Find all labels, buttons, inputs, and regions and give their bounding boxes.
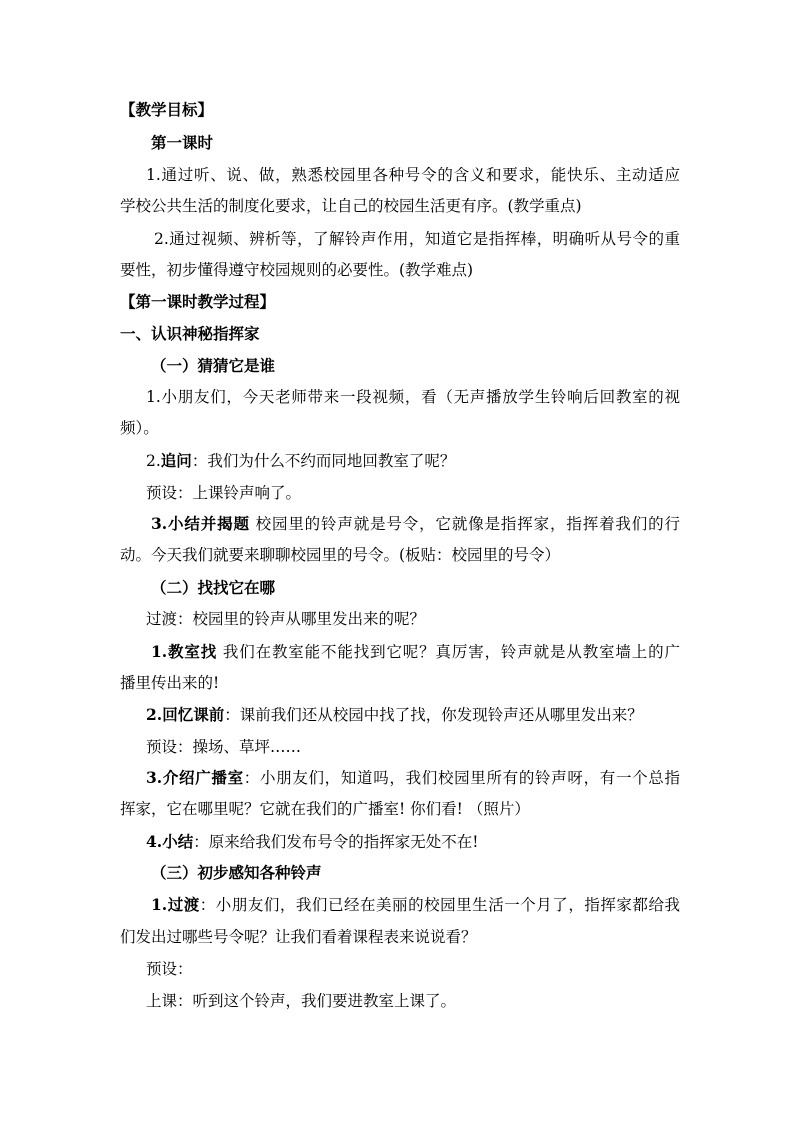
step-line: 2.回忆课前：课前我们还从校园中找了找，你发现铃声还从哪里发出来？ bbox=[146, 705, 643, 724]
goal-1-line-2: 学校公共生活的制度化要求，让自己的校园生活更有序。(教学重点) bbox=[120, 197, 582, 215]
sub-heading: （一）猜猜它是谁 bbox=[151, 356, 276, 375]
step-line: 1.教室找 我们在教室能不能找到它呢？真厉害，铃声就是从教室墙上的广 bbox=[151, 642, 680, 661]
step-line: 动。今天我们就要来聊聊校园里的号令。(板贴：校园里的号令） bbox=[120, 546, 561, 564]
section-heading: 【教学目标】 bbox=[120, 100, 214, 119]
step-line: 上课：听到这个铃声，我们要进教室上课了。 bbox=[146, 992, 457, 1010]
step-line: 1.过渡：小朋友们，我们已经在美丽的校园里生活一个月了，指挥家都给我 bbox=[151, 895, 680, 914]
lesson-title: 第一课时 bbox=[151, 133, 214, 152]
sub-heading: （三）初步感知各种铃声 bbox=[151, 863, 322, 882]
goal-1-line-1: 1.通过听、说、做，熟悉校园里各种号令的含义和要求，能快乐、主动适应 bbox=[146, 166, 680, 184]
part-heading: 一、认识神秘指挥家 bbox=[120, 324, 260, 343]
step-line: 4.小结：原来给我们发布号令的指挥家无处不在! bbox=[146, 832, 479, 851]
goal-2-line-1: 2.通过视频、辨析等，了解铃声作用，知道它是指挥棒，明确听从号令的重 bbox=[154, 230, 680, 248]
preset-line: 预设：操场、草坪…… bbox=[146, 738, 302, 756]
step-line: 挥家，它在哪里呢？它就在我们的广播室! 你们看! （照片） bbox=[120, 800, 530, 818]
step-line: 频）。 bbox=[120, 419, 159, 437]
step-line: 1.小朋友们，今天老师带来一段视频，看（无声播放学生铃响后回教室的视 bbox=[146, 388, 680, 406]
step-line: 2.追问：我们为什么不约而同地回教室了呢？ bbox=[146, 451, 456, 470]
step-line: 3.介绍广播室：小朋友们，知道吗，我们校园里所有的铃声呀，有一个总指 bbox=[146, 768, 680, 787]
step-line: 播里传出来的! bbox=[120, 674, 220, 692]
sub-heading: （二）找找它在哪 bbox=[151, 578, 276, 597]
preset-line: 预设：上课铃声响了。 bbox=[146, 484, 302, 502]
goal-2-line-2: 要性，初步懂得遵守校园规则的必要性。(教学难点) bbox=[120, 261, 474, 279]
step-line: 3.小结并揭题 校园里的铃声就是号令，它就像是指挥家，指挥着我们的行 bbox=[151, 514, 680, 533]
transition-line: 过渡：校园里的铃声从哪里发出来的呢？ bbox=[146, 610, 426, 628]
preset-line: 预设： bbox=[146, 960, 193, 978]
section-heading: 【第一课时教学过程】 bbox=[120, 292, 276, 311]
step-line: 们发出过哪些号令呢？让我们看着课程表来说说看？ bbox=[120, 928, 477, 946]
